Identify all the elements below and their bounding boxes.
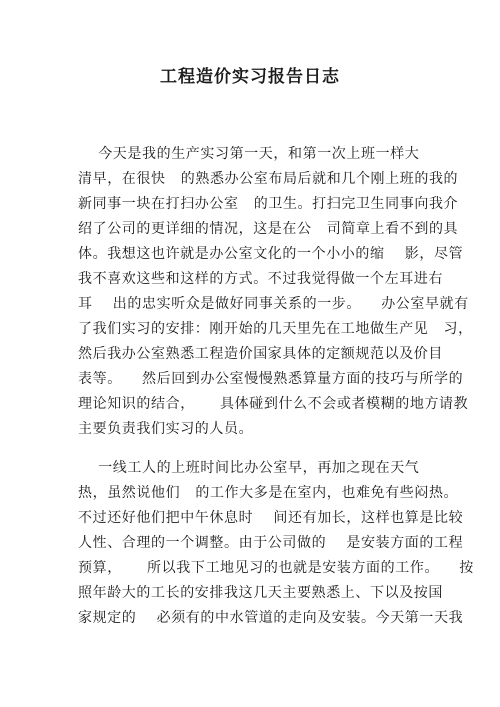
body-line: 然后我办公室熟悉工程造价国家具体的定额规范以及价目 [78,346,443,362]
body-line: 不过还好他们把中午休息时 间还有加长，这样也算是比较 [78,510,464,526]
body-line: 耳 出的忠实听众是做好同事关系的一步。 办公室早就有 [78,296,469,312]
body-line: 今天是我的生产实习第一天，和第一次上班一样大 [78,146,420,162]
body-line: 理论知识的结合， 具体碰到什么不会或者模糊的地方请教 [78,396,469,412]
body-line: 了我们实习的安排：刚开始的几天里先在工地做生产见 习， [78,321,473,337]
body-line: 照年龄大的工长的安排我这几天主要熟悉上、下以及按国 [78,585,443,601]
body-line: 预算， 所以我下工地见习的也就是安装方面的工作。 按 [78,560,474,576]
body-line: 家规定的 必须有的中水管道的走向及安装。今天第一天我 [78,610,464,626]
body-line: 热，虽然说他们 的工作大多是在室内，也难免有些闷热。 [78,485,459,501]
body-line: 绍了公司的更详细的情况，这是在公 司简章上看不到的具 [78,221,459,237]
body-line: 新同事一块在打扫办公室 的卫生。打扫完卫生同事向我介 [78,196,459,212]
document-title: 工程造价实习报告日志 [160,67,340,87]
body-line: 一线工人的上班时间比办公室早，再加之现在天气 [78,460,420,476]
body-line: 体。我想这也许就是办公室文化的一个小小的缩 影，尽管 [78,246,464,262]
body-line: 清早，在很快 的熟悉办公室布局后就和几个刚上班的我的 [78,171,459,187]
body-line: 主要负责我们实习的人员。 [78,421,254,437]
body-line: 我不喜欢这些和这样的方式。不过我觉得做一个左耳进右 [78,271,443,287]
body-line: 人性、合理的一个调整。由于公司做的 是安装方面的工程 [78,535,464,551]
body-line: 表等。 然后回到办公室慢慢熟悉算量方面的技巧与所学的 [78,371,464,387]
